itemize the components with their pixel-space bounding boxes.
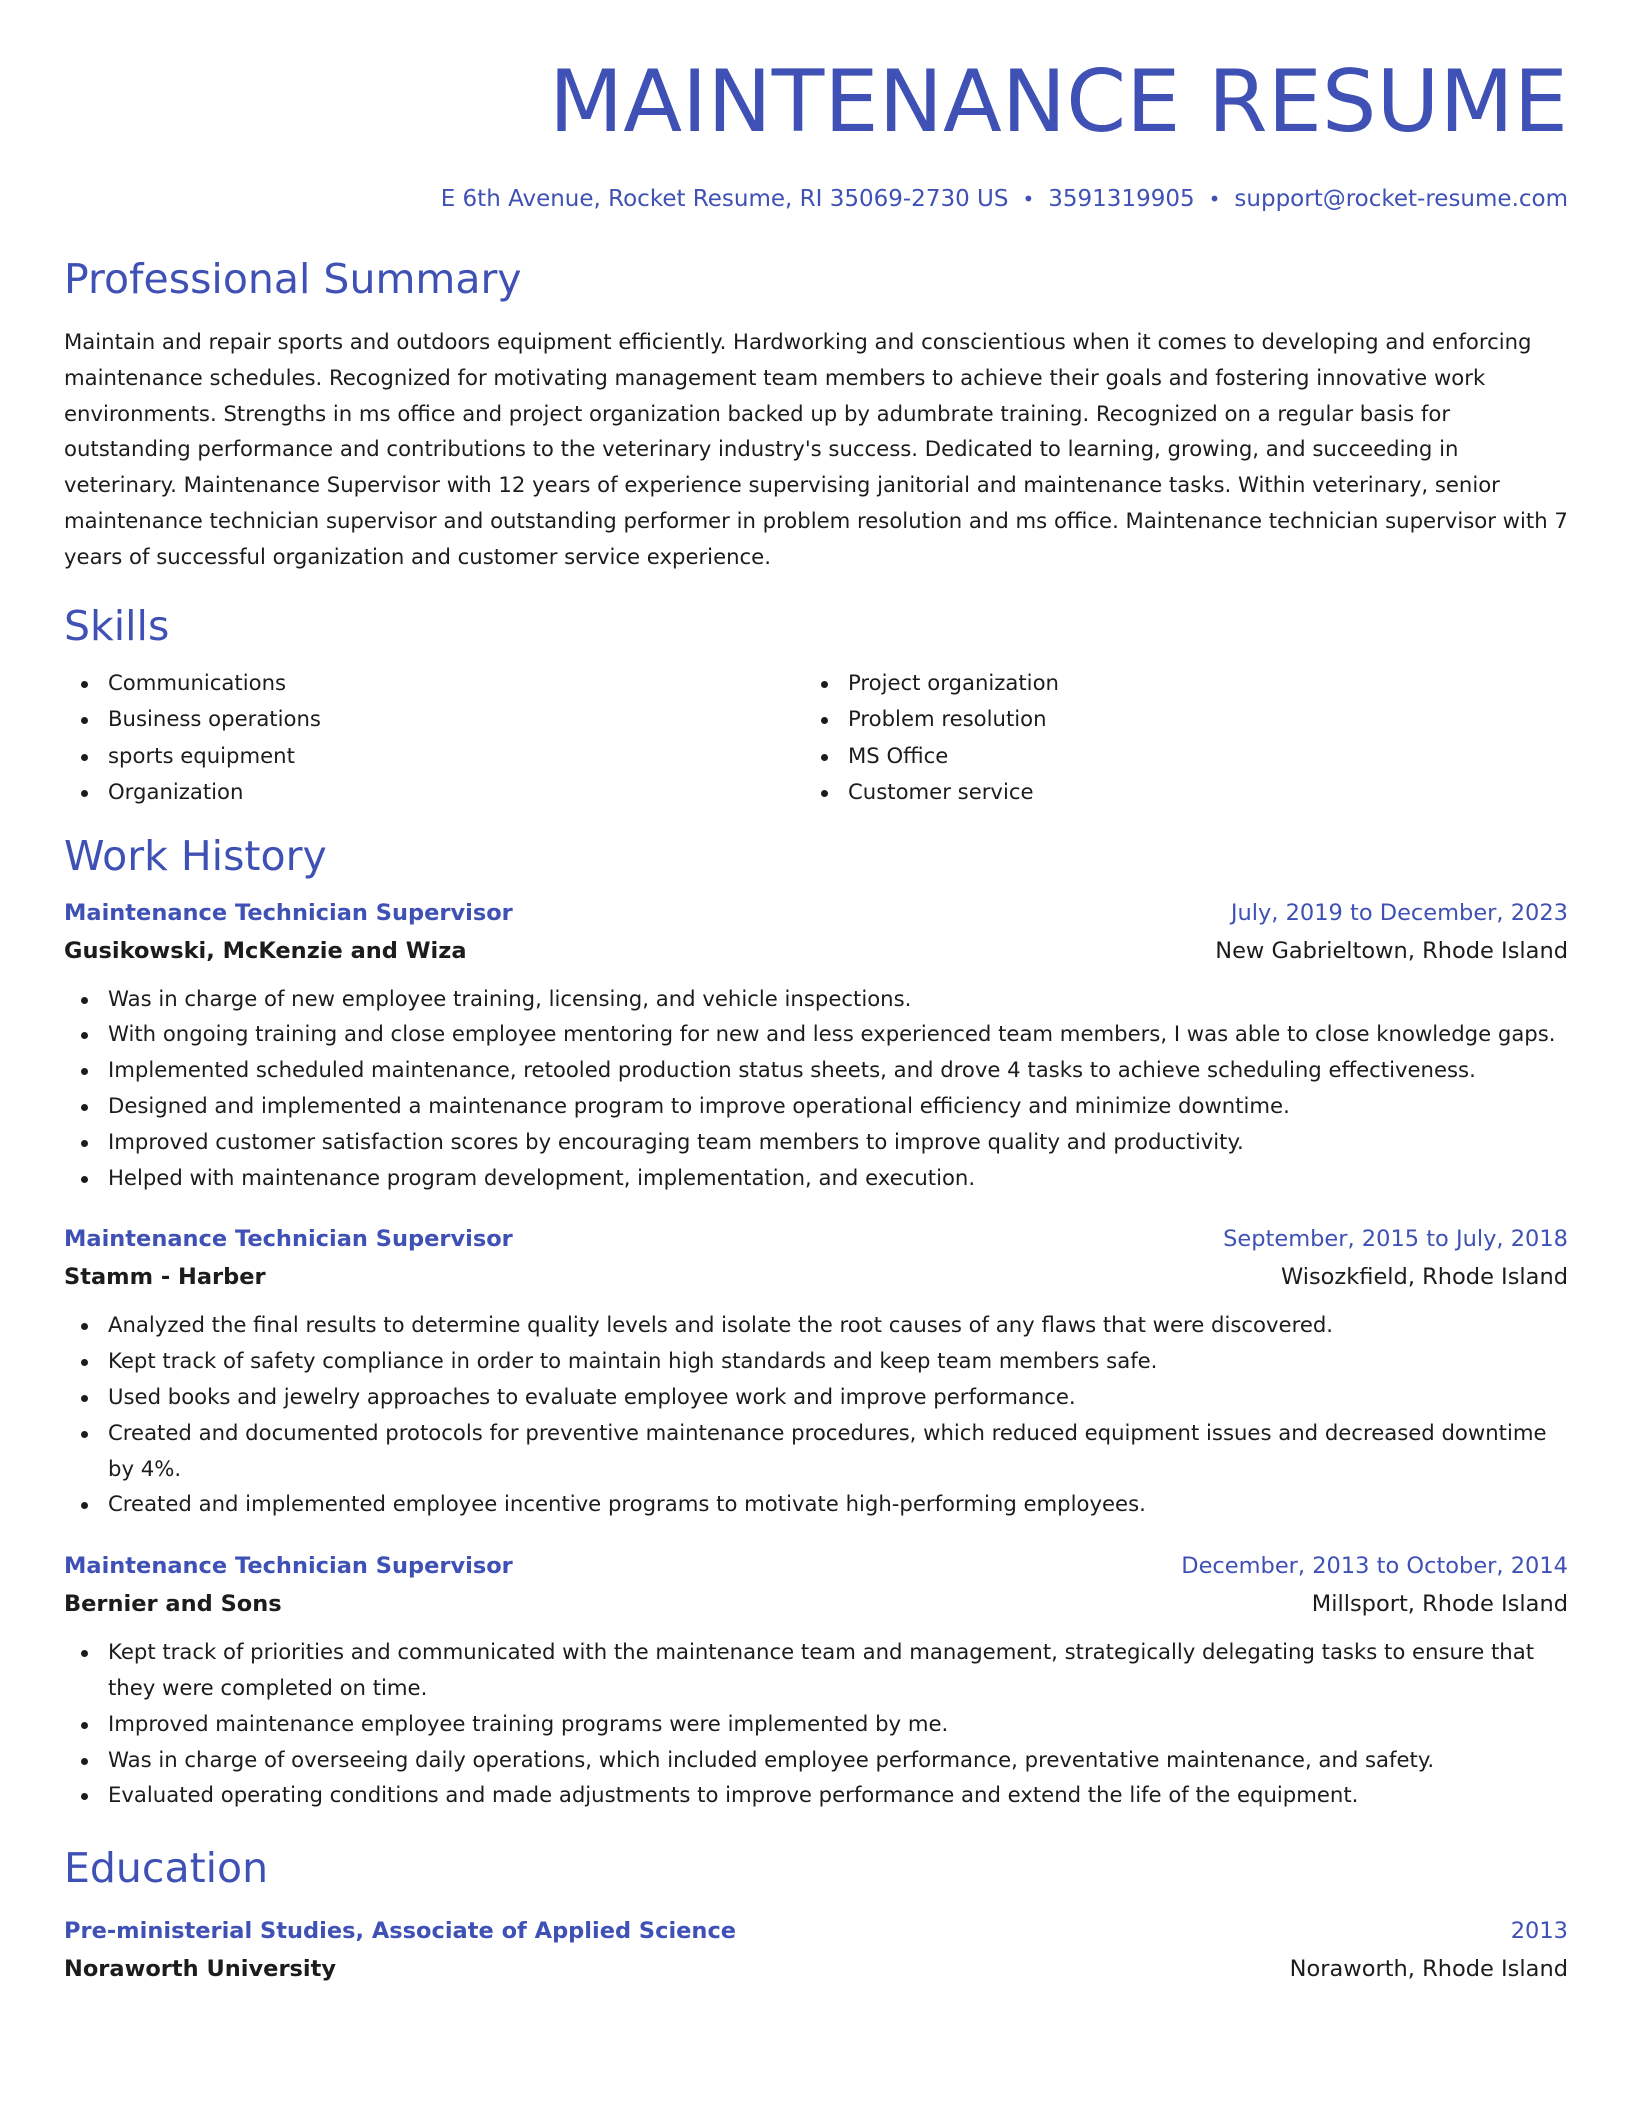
skill-item: Problem resolution — [848, 701, 1564, 738]
job-bullet: Improved customer satisfaction scores by encouraging team members to improve quality and productivity. — [108, 1124, 1568, 1160]
contact-separator: • — [1208, 187, 1221, 211]
job-location: New Gabrieltown, Rhode Island — [1215, 937, 1568, 964]
job-bullet: Improved maintenance employee training programs were implemented by me. — [108, 1706, 1568, 1742]
job-bullet: With ongoing training and close employee mentoring for new and less experienced team members, I was able to close knowledge gaps. — [108, 1016, 1568, 1052]
job-bullets — [64, 981, 1568, 1196]
skill-item: Customer service — [848, 774, 1564, 811]
education-entry — [64, 1913, 1568, 1989]
education-year: 2013 — [1510, 1918, 1568, 1945]
skills-list — [64, 665, 1568, 811]
job-bullet: Used books and jewelry approaches to evaluate employee work and improve performance. — [108, 1379, 1568, 1415]
job-bullet: Implemented scheduled maintenance, retooled production status sheets, and drove 4 tasks to achieve scheduling effectiveness. — [108, 1052, 1568, 1088]
job-location: Millsport, Rhode Island — [1311, 1591, 1568, 1618]
summary-heading: Professional Summary — [64, 255, 522, 303]
job-bullet: Kept track of priorities and communicated with the maintenance team and management, strategically delegating tasks to ensure that they were completed on time. — [108, 1634, 1568, 1706]
job-dates: December, 2013 to October, 2014 — [1181, 1553, 1568, 1580]
skill-item: MS Office — [848, 738, 1564, 775]
education-degree: Pre-ministerial Studies, Associate of Applied Science — [64, 1918, 737, 1945]
skill-item: Organization — [108, 774, 804, 811]
contact-email: support@rocket-resume.com — [1234, 186, 1568, 212]
job-title: Maintenance Technician Supervisor — [64, 1553, 513, 1580]
education-location: Noraworth, Rhode Island — [1289, 1956, 1568, 1983]
skill-item: sports equipment — [108, 738, 804, 775]
skills-column-left — [64, 665, 804, 811]
job-bullets — [64, 1307, 1568, 1522]
job-bullet: Designed and implemented a maintenance program to improve operational efficiency and minimize downtime. — [108, 1088, 1568, 1124]
contact-phone: 3591319905 — [1048, 186, 1195, 212]
education-school: Noraworth University — [64, 1956, 337, 1983]
job-company: Stamm - Harber — [64, 1264, 266, 1291]
contact-separator: • — [1022, 187, 1035, 211]
job-entry — [64, 895, 1568, 1196]
job-title: Maintenance Technician Supervisor — [64, 1226, 513, 1253]
work-history-heading: Work History — [64, 831, 327, 880]
job-company: Bernier and Sons — [64, 1591, 282, 1618]
skills-heading: Skills — [64, 601, 170, 650]
job-bullet: Created and implemented employee incentive programs to motivate high-performing employees. — [108, 1486, 1568, 1522]
skills-column-right — [804, 665, 1564, 811]
contact-address: E 6th Avenue, Rocket Resume, RI 35069-2730 US — [440, 186, 1009, 212]
skill-item: Communications — [108, 665, 804, 702]
job-bullet: Kept track of safety compliance in order to maintain high standards and keep team members safe. — [108, 1343, 1568, 1379]
job-company: Gusikowski, McKenzie and Wiza — [64, 937, 467, 964]
job-bullet: Was in charge of new employee training, licensing, and vehicle inspections. — [108, 981, 1568, 1017]
skill-item: Business operations — [108, 701, 804, 738]
job-entry — [64, 1221, 1568, 1522]
resume-name: MAINTENANCE RESUME — [549, 52, 1568, 152]
job-bullet: Was in charge of overseeing daily operations, which included employee performance, preventative maintenance, and safety. — [108, 1742, 1568, 1778]
job-entry — [64, 1548, 1568, 1813]
job-bullet: Created and documented protocols for preventive maintenance procedures, which reduced equipment issues and decreased downtime by 4%. — [108, 1415, 1568, 1487]
education-heading: Education — [64, 1844, 269, 1893]
contact-line — [64, 184, 1568, 214]
job-bullets — [64, 1634, 1568, 1813]
job-bullet: Helped with maintenance program development, implementation, and execution. — [108, 1160, 1568, 1196]
skill-item: Project organization — [848, 665, 1564, 702]
job-bullet: Analyzed the final results to determine quality levels and isolate the root causes of any flaws that were discovered. — [108, 1307, 1568, 1343]
summary-text: Maintain and repair sports and outdoors equipment efficiently. Hardworking and conscientious when it comes to developing and enforcing maintenance schedules. Recognized for motivating management team members to achieve their goals and fostering innovative work environments. Strengths in ms office and project organization backed up by adumbrate training. Recognized on a regular basis for outstanding performance and contributions to the veterinary industry's success. Dedicated to learning, growing, and succeeding in veterinary. Maintenance Supervisor with 12 years of experience supervising janitorial and maintenance tasks. Within veterinary, senior maintenance technician supervisor and outstanding performer in problem resolution and ms office. Maintenance technician supervisor with 7 years of successful organization and customer service experience. — [64, 329, 1568, 569]
job-bullet: Evaluated operating conditions and made adjustments to improve performance and extend the life of the equipment. — [108, 1777, 1568, 1813]
job-dates: July, 2019 to December, 2023 — [1230, 899, 1568, 926]
job-dates: September, 2015 to July, 2018 — [1223, 1226, 1568, 1253]
job-title: Maintenance Technician Supervisor — [64, 899, 513, 926]
job-location: Wisozkfield, Rhode Island — [1280, 1264, 1568, 1291]
